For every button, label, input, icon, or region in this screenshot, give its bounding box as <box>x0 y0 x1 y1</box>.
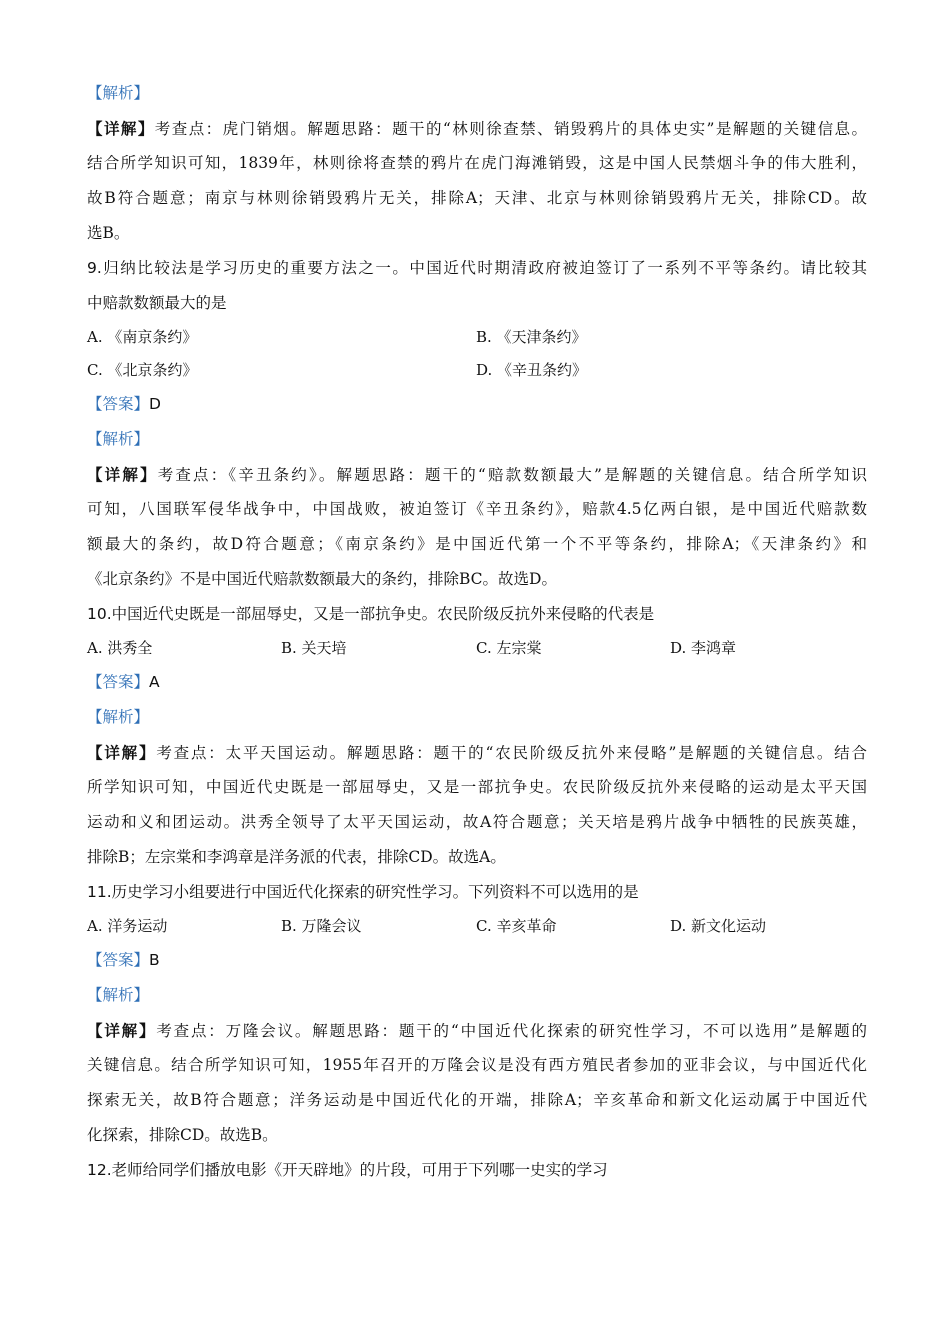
detail-line-11-3: 探索无关，故B符合题意；洋务运动是中国近代化的开端，排除A；辛亥革命和新文化运动属于中国近代 <box>87 1091 867 1109</box>
option-a: A. 《南京条约》 <box>87 328 198 346</box>
detail-line-9-4: 《北京条约》不是中国近代赔款数额最大的条约，排除BC。故选D。 <box>87 570 557 588</box>
jiexi-heading-9 <box>87 422 867 457</box>
jiexi-label: 【解析】 <box>87 986 150 1004</box>
detail-line-10-4: 排除B；左宗棠和李鸿章是洋务派的代表，排除CD。故选A。 <box>87 848 506 866</box>
option-c: C. 《北京条约》 <box>87 361 198 379</box>
option-a: A. 洋务运动 <box>87 917 168 935</box>
answer-10 <box>87 665 867 700</box>
question-number: 12. <box>87 1161 112 1179</box>
detail-label: 【详解】 <box>87 1021 157 1040</box>
jiexi-heading-11 <box>87 978 867 1013</box>
answer-label: 【答案】 <box>87 951 150 969</box>
detail-line-11-4: 化探索，排除CD。故选B。 <box>87 1126 278 1144</box>
jiexi-heading-8 <box>87 76 867 111</box>
detail-line-10-1 <box>87 735 867 770</box>
detail-line-8-1 <box>87 111 867 146</box>
option-d: D. 新文化运动 <box>670 917 767 935</box>
question-12-stem <box>87 1153 867 1188</box>
jiexi-label: 【解析】 <box>87 430 150 448</box>
document-page <box>87 76 867 1188</box>
question-10-options <box>87 632 867 665</box>
detail-label: 【详解】 <box>87 465 158 484</box>
jiexi-label: 【解析】 <box>87 708 150 726</box>
answer-value: A <box>149 673 160 691</box>
question-11-options <box>87 910 867 943</box>
detail-text: 考查点：《辛丑条约》。解题思路：题干的“赔款数额最大”是解题的关键信息。结合所学知识 <box>157 466 867 484</box>
answer-label: 【答案】 <box>87 673 150 691</box>
option-c: C. 左宗棠 <box>476 639 542 657</box>
answer-label: 【答案】 <box>87 395 150 413</box>
detail-line-10-3: 运动和义和团运动。洪秀全领导了太平天国运动，故A符合题意；关天培是鸦片战争中牺牲的民族英雄， <box>87 813 867 831</box>
answer-value: D <box>149 395 161 413</box>
question-9-stem-2: 中赔款数额最大的是 <box>87 294 227 312</box>
question-number: 10. <box>87 605 112 623</box>
detail-text: 考查点：虎门销烟。解题思路：题干的“林则徐查禁、销毁鸦片的具体史实”是解题的关键信息。 <box>154 120 867 138</box>
option-d: D. 《辛丑条约》 <box>476 361 588 379</box>
jiexi-heading-10 <box>87 700 867 735</box>
question-9-options-row-2 <box>87 354 867 387</box>
option-d: D. 李鸿章 <box>670 639 737 657</box>
detail-line-8-3: 故B符合题意；南京与林则徐销毁鸦片无关，排除A；天津、北京与林则徐销毁鸦片无关，排除CD。故 <box>87 189 867 207</box>
detail-line-9-1 <box>87 457 867 492</box>
detail-text: 考查点：太平天国运动。解题思路：题干的“农民阶级反抗外来侵略”是解题的关键信息。结合 <box>156 744 867 762</box>
detail-line-10-2: 所学知识可知，中国近代史既是一部屈辱史，又是一部抗争史。农民阶级反抗外来侵略的运动是太平天国 <box>87 778 867 796</box>
question-stem: 中国近代史既是一部屈辱史，又是一部抗争史。农民阶级反抗外来侵略的代表是 <box>111 605 655 623</box>
option-b: B. 关天培 <box>281 639 347 657</box>
option-c: C. 辛亥革命 <box>476 917 557 935</box>
option-b: B. 万隆会议 <box>281 917 362 935</box>
question-10-stem <box>87 597 867 632</box>
question-number: 9. <box>87 259 102 277</box>
detail-line-8-2: 结合所学知识可知，1839年，林则徐将查禁的鸦片在虎门海滩销毁，这是中国人民禁烟斗争的伟大胜利， <box>87 154 867 172</box>
answer-9 <box>87 387 867 422</box>
detail-line-9-3: 额最大的条约，故D符合题意；《南京条约》是中国近代第一个不平等条约，排除A；《天津条约》和 <box>87 535 867 553</box>
detail-line-11-1 <box>87 1013 867 1048</box>
question-stem: 归纳比较法是学习历史的重要方法之一。中国近代时期清政府被迫签订了一系列不平等条约。请比较其 <box>101 259 867 277</box>
detail-line-8-4: 选B。 <box>87 224 130 242</box>
detail-line-11-2: 关键信息。结合所学知识可知，1955年召开的万隆会议是没有西方殖民者参加的亚非会议，与中国近代化 <box>87 1056 867 1074</box>
detail-text: 考查点：万隆会议。解题思路：题干的“中国近代化探索的研究性学习，不可以选用”是解题的 <box>156 1022 867 1040</box>
question-11-stem <box>87 875 867 910</box>
detail-label: 【详解】 <box>87 119 155 138</box>
question-9-stem-1 <box>87 251 867 286</box>
detail-label: 【详解】 <box>87 743 157 762</box>
question-stem: 历史学习小组要进行中国近代化探索的研究性学习。下列资料不可以选用的是 <box>111 883 639 901</box>
question-stem: 老师给同学们播放电影《开天辟地》的片段，可用于下列哪一史实的学习 <box>111 1161 608 1179</box>
detail-line-9-2: 可知，八国联军侵华战争中，中国战败，被迫签订《辛丑条约》，赔款4.5亿两白银，是中国近代赔款数 <box>87 500 867 518</box>
jiexi-label: 【解析】 <box>87 84 150 102</box>
question-number: 11. <box>87 883 112 901</box>
answer-11 <box>87 943 867 978</box>
option-a: A. 洪秀全 <box>87 639 153 657</box>
option-b: B. 《天津条约》 <box>476 328 587 346</box>
question-9-options-row-1 <box>87 321 867 354</box>
answer-value: B <box>149 951 160 969</box>
